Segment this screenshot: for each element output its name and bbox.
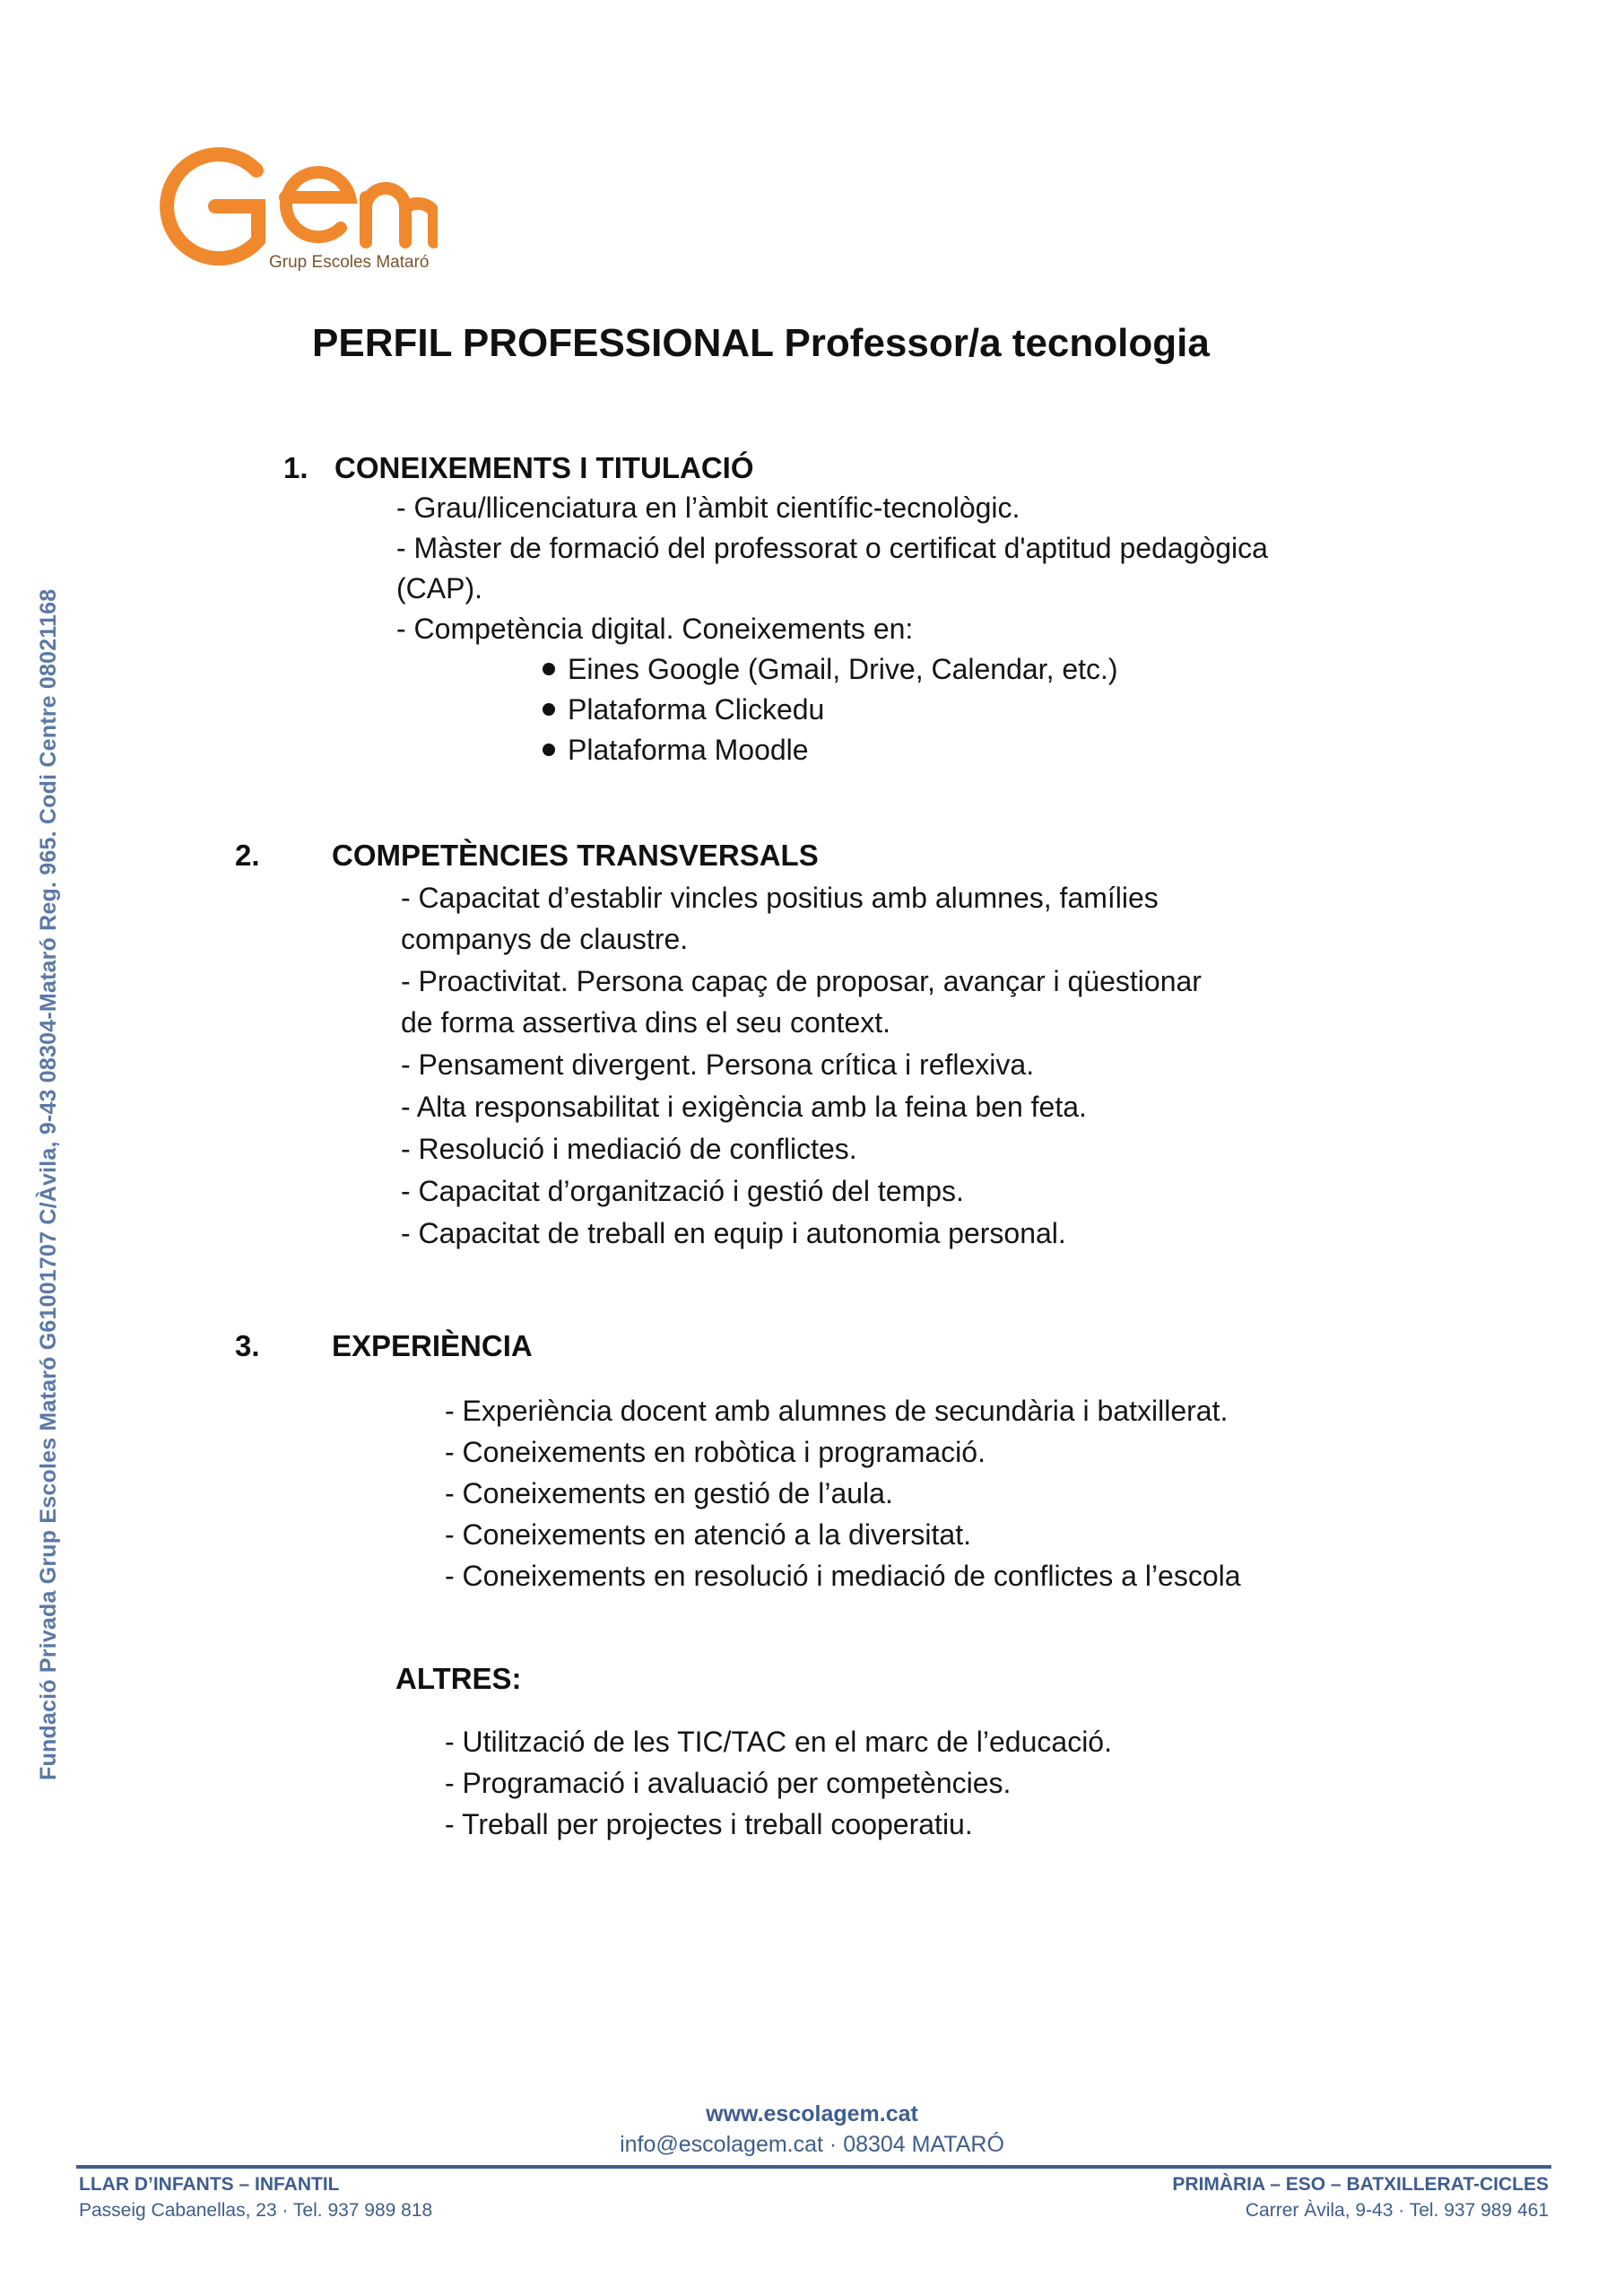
list-item: - Coneixements en gestió de l’aula. [445,1477,893,1509]
list-item: - Capacitat d’organització i gestió del temps. [401,1175,964,1207]
list-item: companys de claustre. [401,923,689,955]
list-item: - Màster de formació del professorat o certificat d'aptitud pedagògica [396,532,1268,564]
list-item: - Coneixements en resolució i mediació de conflictes a l’escola [445,1560,1241,1592]
page-title: PERFIL PROFESSIONAL Professor/a tecnologia [312,321,1210,365]
footer-divider [76,2165,1551,2169]
school-logo [151,142,438,276]
section-heading: CONEIXEMENTS I TITULACIÓ [334,451,754,484]
list-item: - Capacitat d’establir vincles positius amb alumnes, famílies [401,882,1159,914]
section-number: 1. [283,451,308,484]
list-item: - Pensament divergent. Persona crítica i reflexiva. [401,1048,1035,1081]
bullet-item [543,653,1118,686]
footer-contact: info@escolagem.cat · 08304 MATARÓ [620,2132,1004,2157]
gem-logo-icon [151,142,438,267]
bullet-icon [543,703,555,716]
footer-right-title: PRIMÀRIA – ESO – BATXILLERAT-CICLES [1172,2174,1549,2195]
list-item: - Capacitat de treball en equip i autonomia personal. [401,1217,1066,1249]
bullet-icon [543,744,555,756]
logo-caption: Grup Escoles Mataró [269,253,430,272]
bullet-item [543,734,809,767]
section-number: 3. [235,1329,260,1362]
list-item: - Coneixements en robòtica i programació. [445,1436,986,1468]
bullet-text: Eines Google (Gmail, Drive, Calendar, etc.) [568,653,1118,685]
footer-website-link[interactable]: www.escolagem.cat [706,2101,918,2126]
section-heading: EXPERIÈNCIA [332,1329,533,1362]
bullet-text: Plataforma Moodle [568,734,809,766]
list-item: - Alta responsabilitat i exigència amb la feina ben feta. [401,1091,1087,1123]
section-heading: COMPETÈNCIES TRANSVERSALS [332,839,819,872]
list-item: - Programació i avaluació per competències. [445,1767,1012,1799]
list-item: - Competència digital. Coneixements en: [396,613,914,645]
list-item: - Coneixements en atenció a la diversitat. [445,1518,971,1551]
list-item: de forma assertiva dins el seu context. [401,1006,891,1039]
bullet-text: Plataforma Clickedu [568,693,825,726]
list-item: - Treball per projectes i treball cooperatiu. [445,1808,973,1840]
list-item: - Grau/llicenciatura en l’àmbit científic-tecnològic. [396,491,1020,524]
list-item: (CAP). [396,572,482,604]
section-number: 2. [235,839,260,872]
list-item: - Experiència docent amb alumnes de secundària i batxillerat. [445,1395,1229,1427]
section-heading: ALTRES: [395,1662,522,1695]
list-item: - Proactivitat. Persona capaç de proposar, avançar i qüestionar [401,965,1202,997]
list-item: - Utilització de les TIC/TAC en el marc de l’educació. [445,1726,1112,1758]
bullet-icon [543,663,555,675]
bullet-item [543,693,824,726]
footer-right-address: Carrer Àvila, 9-43 · Tel. 937 989 461 [1245,2200,1549,2221]
footer-left-address: Passeig Cabanellas, 23 · Tel. 937 989 818 [79,2200,433,2221]
side-legal-text: Fundació Privada Grup Escoles Mataró G61001707 C/Àvila, 9-43 08304-Mataró Reg. 965. Codi Centre 08021168 [36,588,61,1780]
list-item: - Resolució i mediació de conflictes. [401,1133,857,1165]
footer-left-title: LLAR D’INFANTS – INFANTIL [79,2174,340,2195]
